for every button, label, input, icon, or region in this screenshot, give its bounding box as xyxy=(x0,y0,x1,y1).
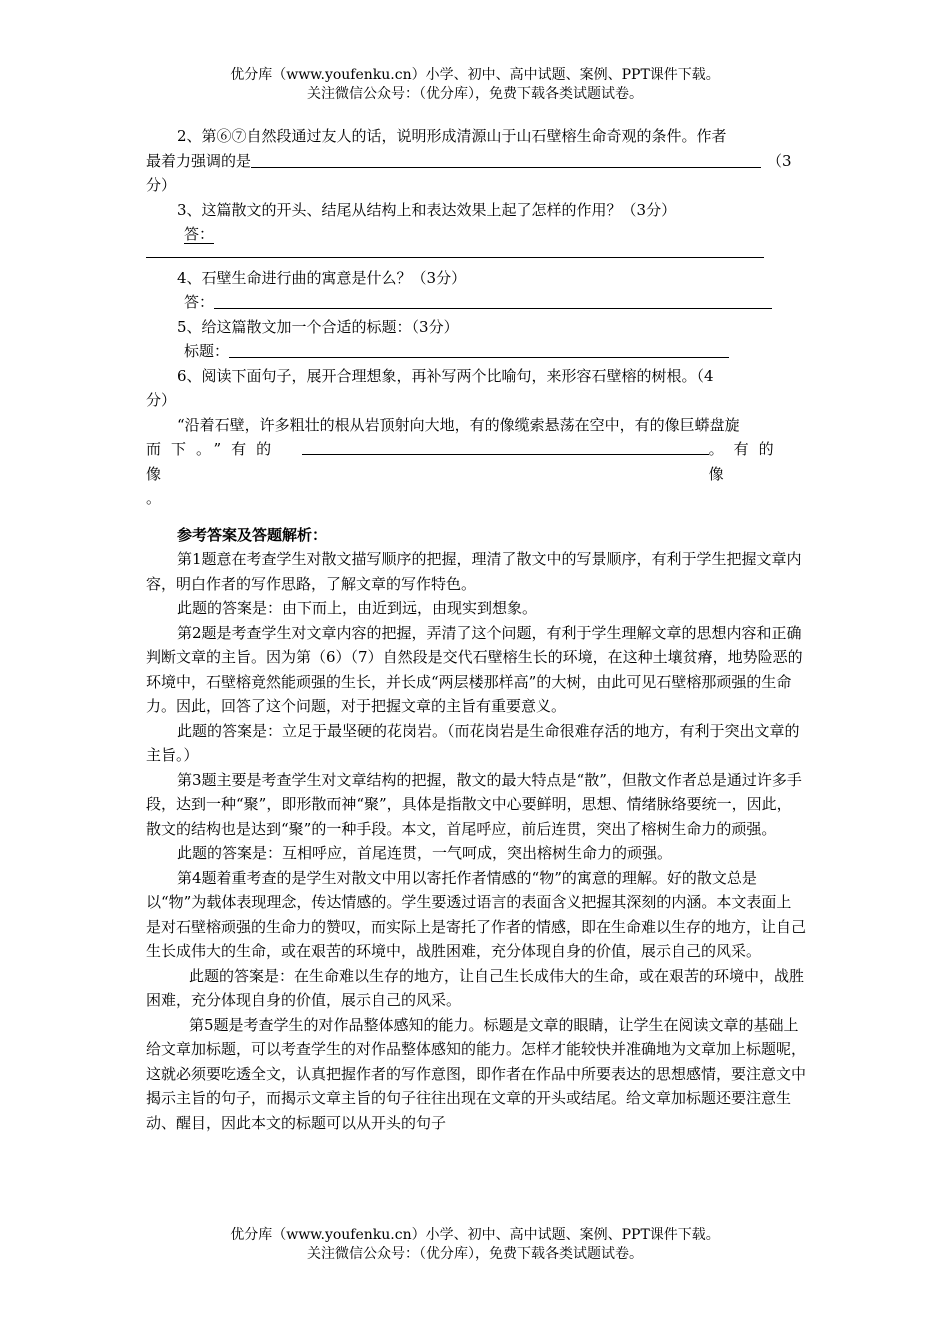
question-2-score-tail: 分） xyxy=(146,176,177,194)
question-5-title-blank[interactable] xyxy=(229,340,729,358)
document-body xyxy=(146,124,806,1135)
section-spacer xyxy=(146,511,806,523)
question-5-title-row xyxy=(146,339,806,364)
question-3-answer-row xyxy=(146,222,806,247)
question-6-prompt-1: 而下。”有的像 xyxy=(146,440,282,483)
answer-4-analysis: 第4题着重考查的是学生对散文中用以寄托作者情感的“物”的寓意的理解。好的散文总是以“物”为载体表现理念，传达情感的。学生要透过语言的表面含义把握其深刻的内涵。本文表面上是对石壁榕顽强的生命力的赞叹，而实际上是寄托了作者的情感，即在生命难以生存的地方，让自己生长成伟大的生命，或在艰苦的环境中，战胜困难，充分体现自身的价值，展示自己的风采。 xyxy=(146,868,807,960)
question-3-answer-blank[interactable] xyxy=(146,247,764,258)
question-6-blank-1[interactable] xyxy=(302,437,709,455)
question-4-answer-row xyxy=(146,290,806,315)
question-2-prompt: 最着力强调的是 xyxy=(146,151,252,170)
question-5: 5、给这篇散文加一个合适的标题：（3分） xyxy=(177,317,459,336)
question-6-fill-row xyxy=(146,437,806,486)
question-5-title-label: 标题： xyxy=(184,342,230,360)
header-line-2: 关注微信公众号：（优分库），免费下载各类试题试卷。 xyxy=(307,86,643,102)
question-2-score: （3 xyxy=(767,151,792,170)
answer-1-result: 此题的答案是：由下而上，由近到远，由现实到想象。 xyxy=(177,599,538,617)
answer-3-analysis: 第3题主要是考查学生对文章结构的把握，散文的最大特点是“散”，但散文作者总是通过许多手段，达到一种“聚”，即形散而神“聚”，具体是指散文中心要鲜明，思想、情绪脉络要统一，因此，散文的结构也是达到“聚”的一种手段。本文，首尾呼应，前后连贯，突出了榕树生命力的顽强。 xyxy=(146,770,802,838)
question-3: 3、这篇散文的开头、结尾从结构上和表达效果上起了怎样的作用？（3分） xyxy=(177,200,677,219)
question-3-answer-label: 答： xyxy=(184,225,215,243)
question-6-line-2: 分） xyxy=(146,391,177,409)
question-4: 4、石壁生命进行曲的寓意是什么？（3分） xyxy=(177,268,467,287)
answers-heading: 参考答案及答题解析： xyxy=(177,525,328,544)
question-2-line-2 xyxy=(146,149,806,174)
footer-line-2: 关注微信公众号：（优分库），免费下载各类试题试卷。 xyxy=(307,1246,643,1262)
question-4-answer-blank[interactable] xyxy=(214,291,772,309)
question-6-prompt-2: 。有的像 xyxy=(708,440,784,483)
question-6-quote: “沿着石壁，许多粗壮的根从岩顶射向大地，有的像缆索悬荡在空中，有的像巨蟒盘旋 xyxy=(177,415,740,434)
page-footer xyxy=(0,1226,950,1264)
question-2-line-1: 2、第⑥⑦自然段通过友人的话，说明形成清源山于山石壁榕生命奇观的条件。作者 xyxy=(177,127,727,145)
answer-1-analysis: 第1题意在考查学生对散文描写顺序的把握，理清了散文中的写景顺序，有利于学生把握文章内容，明白作者的写作思路，了解文章的写作特色。 xyxy=(146,550,802,593)
header-line-1: 优分库（www.youfenku.cn）小学、初中、高中试题、案例、PPT课件下载。 xyxy=(230,67,720,83)
question-6-line-1: 6、阅读下面句子，展开合理想象，再补写两个比喻句，来形容石壁榕的树根。（4 xyxy=(177,366,714,385)
page-header xyxy=(0,66,950,104)
answer-4-result: 此题的答案是：在生命难以生存的地方，让自己生长成伟大的生命，或在艰苦的环境中，战胜困难，充分体现自身的价值，展示自己的风采。 xyxy=(146,966,805,1009)
question-2-answer-blank[interactable] xyxy=(251,150,761,168)
answer-5-analysis: 第5题是考查学生的对作品整体感知的能力。标题是文章的眼睛，让学生在阅读文章的基础上给文章加标题，可以考查学生的对作品整体感知的能力。怎样才能较快并准确地为文章加上标题呢，这就必须要吃透全文，认真把握作者的写作意图，即作者在作品中所要表达的思想感情，要注意文中揭示主旨的句子，而揭示文章主旨的句子往往出现在文章的开头或结尾。给文章加标题还要注意生动、醒目，因此本文的标题可以从开头的句子 xyxy=(146,1015,807,1132)
question-4-answer-label: 答： xyxy=(184,293,215,311)
answer-2-result: 此题的答案是：立足于最坚硬的花岗岩。（而花岗岩是生命很难存活的地方，有利于突出文章的主旨。） xyxy=(146,721,800,764)
answer-3-result: 此题的答案是：互相呼应，首尾连贯，一气呵成，突出榕树生命力的顽强。 xyxy=(177,844,673,862)
question-6-line-end: 。 xyxy=(146,489,162,507)
footer-line-1: 优分库（www.youfenku.cn）小学、初中、高中试题、案例、PPT课件下载。 xyxy=(230,1227,720,1243)
answer-2-analysis: 第2题是考查学生对文章内容的把握，弄清了这个问题，有利于学生理解文章的思想内容和正确判断文章的主旨。因为第（6）（7）自然段是交代石壁榕生长的环境，在这种土壤贫瘠，地势险恶的环境中，石壁榕竟然能顽强的生长，并长成“两层楼那样高”的大树，由此可见石壁榕那顽强的生命力。因此，回答了这个问题，对于把握文章的主旨有重要意义。 xyxy=(146,623,803,715)
